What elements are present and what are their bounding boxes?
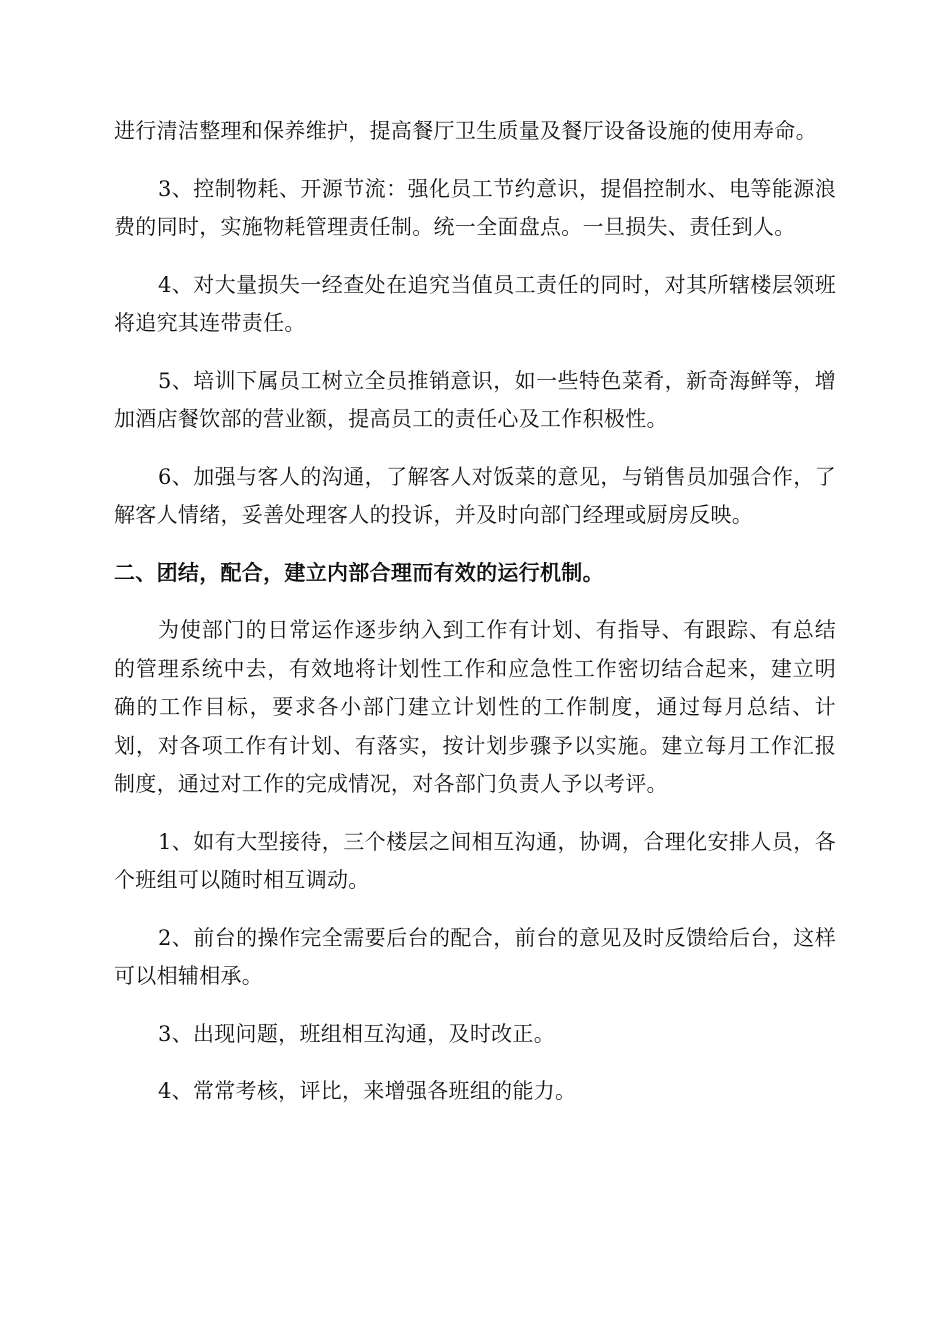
- paragraph-item-2: 2、前台的操作完全需要后台的配合，前台的意见及时反馈给后台，这样可以相辅相承。: [114, 925, 836, 988]
- document-page: [114, 112, 836, 1111]
- paragraph-item-1: 1、如有大型接待，三个楼层之间相互沟通，协调，合理化安排人员，各个班组可以随时相互调动。: [114, 829, 836, 892]
- paragraph-item-6: 6、加强与客人的沟通，了解客人对饭菜的意见，与销售员加强合作，了解客人情绪，妥善处理客人的投诉，并及时向部门经理或厨房反映。: [114, 464, 836, 527]
- paragraph-item-3: 3、控制物耗、开源节流：强化员工节约意识，提倡控制水、电等能源浪费的同时，实施物耗管理责任制。统一全面盘点。一旦损失、责任到人。: [114, 176, 836, 239]
- paragraph-item-4: 4、对大量损失一经查处在追究当值员工责任的同时，对其所辖楼层领班将追究其连带责任。: [114, 272, 836, 335]
- paragraph-intro: 为使部门的日常运作逐步纳入到工作有计划、有指导、有跟踪、有总结的管理系统中去，有效地将计划性工作和应急性工作密切结合起来，建立明确的工作目标，要求各小部门建立计划性的工作制度，通过每月总结、计划，对各项工作有计划、有落实，按计划步骤予以实施。建立每月工作汇报制度，通过对工作的完成情况，对各部门负责人予以考评。: [114, 618, 836, 796]
- paragraph-continuation: 进行清洁整理和保养维护，提高餐厅卫生质量及餐厅设备设施的使用寿命。: [114, 119, 817, 143]
- section-heading: 二、团结，配合，建立内部合理而有效的运行机制。: [114, 559, 604, 585]
- paragraph-item-3b: 3、出现问题，班组相互沟通，及时改正。: [158, 1021, 556, 1046]
- paragraph-item-4b: 4、常常考核，评比，来增强各班组的能力。: [158, 1079, 577, 1103]
- paragraph-item-5: 5、培训下属员工树立全员推销意识，如一些特色菜肴，新奇海鲜等，增加酒店餐饮部的营业额，提高员工的责任心及工作积极性。: [114, 368, 836, 431]
